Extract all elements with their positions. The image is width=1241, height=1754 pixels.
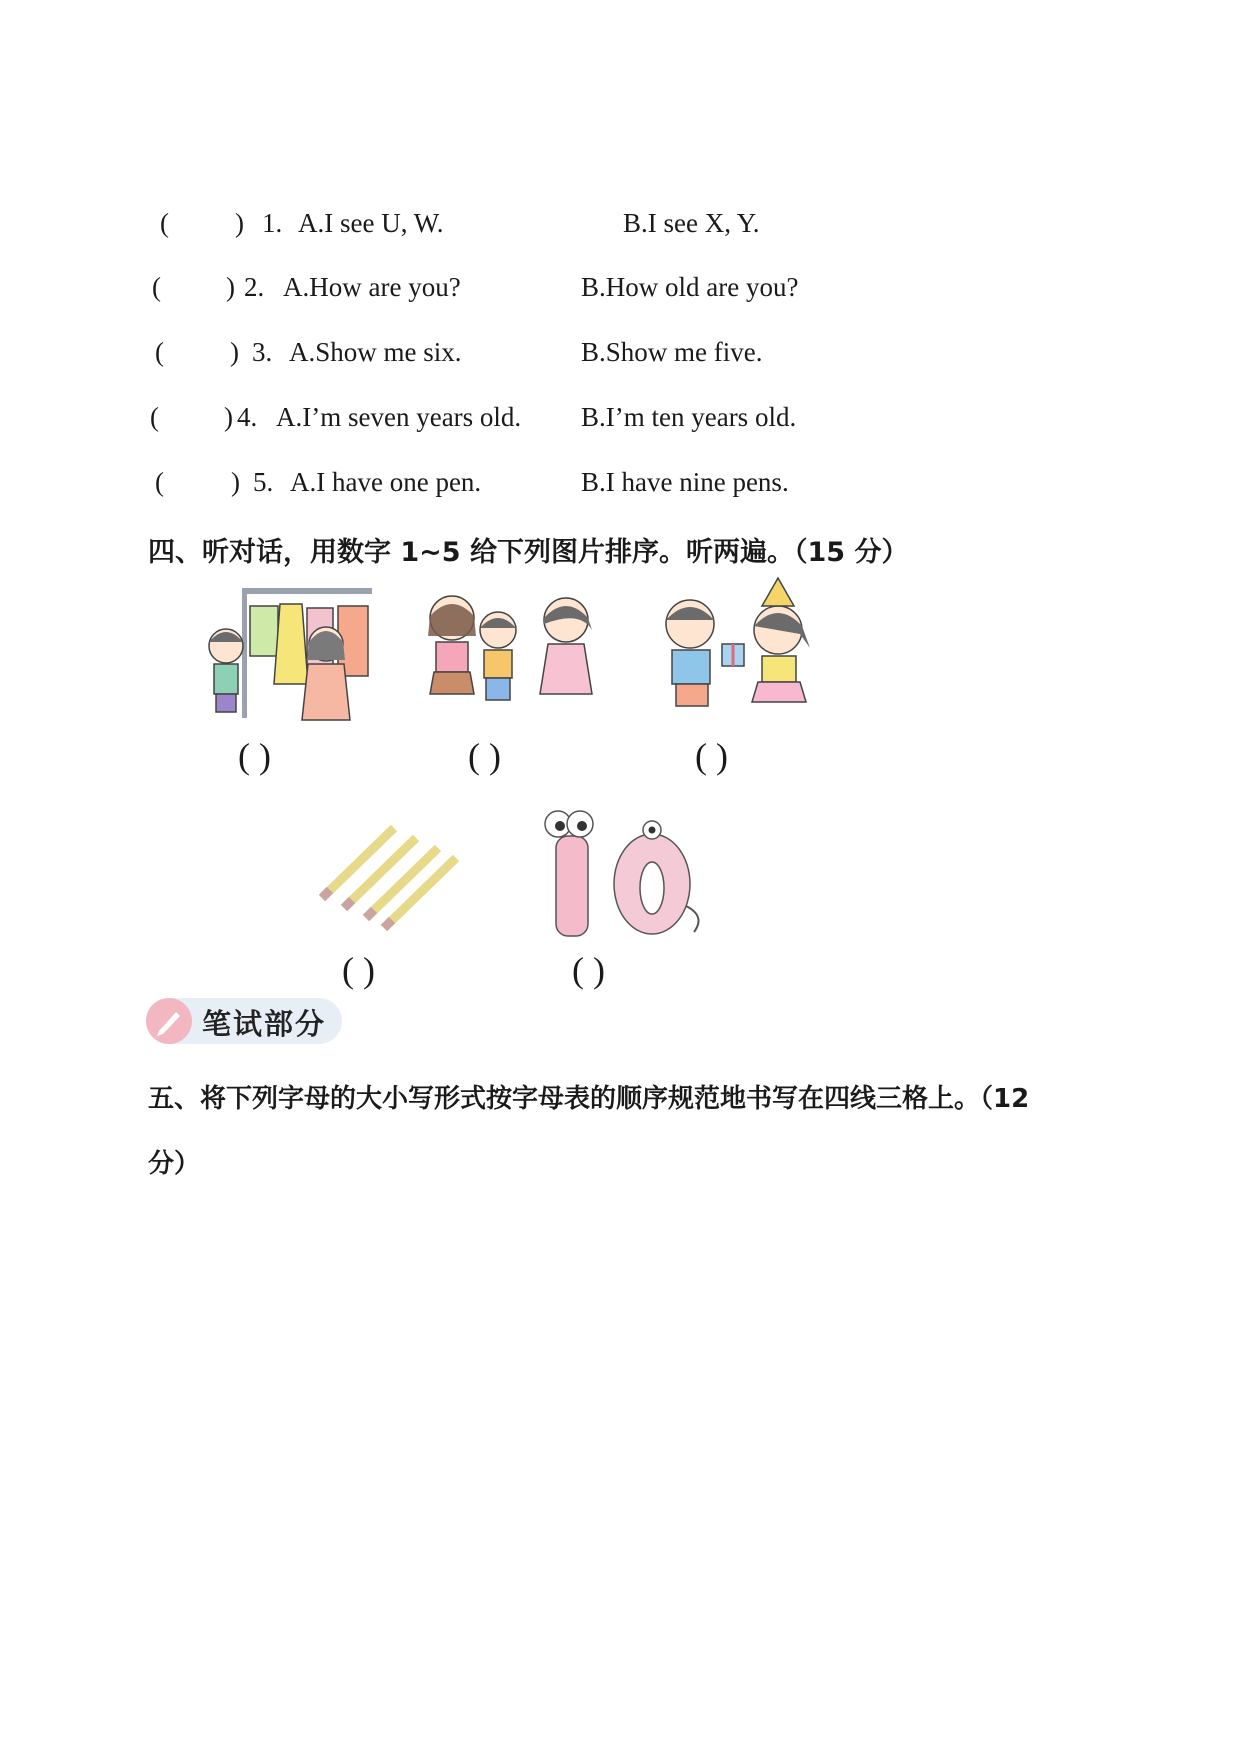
question-number: 4. bbox=[237, 402, 258, 432]
option-b: B.How old are you? bbox=[581, 272, 799, 302]
answer-blank[interactable]: ( bbox=[150, 402, 159, 432]
written-part-label: 笔试部分 bbox=[202, 1007, 327, 1041]
answer-blank-close: ) bbox=[230, 337, 239, 367]
option-b: B.I see X, Y. bbox=[623, 208, 760, 238]
answer-blank[interactable]: ( bbox=[155, 467, 164, 497]
option-a: A.I see U, W. bbox=[298, 208, 444, 238]
birthday-gift-picture bbox=[650, 576, 832, 720]
option-b: B.I have nine pens. bbox=[581, 467, 789, 497]
option-a: A.How are you? bbox=[283, 272, 461, 302]
answer-blank-pic-4[interactable]: ( ) bbox=[342, 950, 375, 990]
answer-blank-close: ) bbox=[235, 208, 244, 238]
answer-blank-pic-2[interactable]: ( ) bbox=[468, 736, 501, 776]
section-5-title-cont: 分） bbox=[148, 1149, 201, 1179]
answer-blank-pic-1[interactable]: ( ) bbox=[238, 736, 271, 776]
option-b: B.Show me five. bbox=[581, 337, 763, 367]
option-a: A.I’m seven years old. bbox=[276, 402, 522, 432]
section-4-title: 四、听对话，用数字 1~5 给下列图片排序。听两遍。（15 分） bbox=[148, 537, 909, 568]
answer-blank-pic-3[interactable]: ( ) bbox=[695, 736, 728, 776]
answer-blank[interactable]: ( bbox=[152, 272, 161, 302]
answer-blank-close: ) bbox=[226, 272, 235, 302]
answer-blank-close: ) bbox=[224, 402, 233, 432]
answer-blank[interactable]: ( bbox=[160, 208, 169, 238]
four-pencils-picture bbox=[316, 822, 462, 934]
answer-blank[interactable]: ( bbox=[155, 337, 164, 367]
children-greeting-picture bbox=[420, 590, 606, 720]
question-number: 5. bbox=[253, 467, 274, 497]
shopping-clothes-picture bbox=[192, 584, 374, 722]
written-part-badge bbox=[146, 998, 342, 1044]
question-number: 3. bbox=[252, 337, 273, 367]
option-a: A.Show me six. bbox=[289, 337, 462, 367]
answer-blank-close: ) bbox=[231, 467, 240, 497]
option-a: A.I have one pen. bbox=[290, 467, 482, 497]
option-b: B.I’m ten years old. bbox=[581, 402, 797, 432]
number-ten-monster-picture bbox=[536, 806, 706, 940]
question-number: 2. bbox=[244, 272, 265, 302]
question-number: 1. bbox=[262, 208, 283, 238]
answer-blank-pic-5[interactable]: ( ) bbox=[572, 950, 605, 990]
pencil-icon bbox=[146, 998, 192, 1044]
section-5-title: 五、将下列字母的大小写形式按字母表的顺序规范地书写在四线三格上。（12 bbox=[148, 1084, 1030, 1114]
